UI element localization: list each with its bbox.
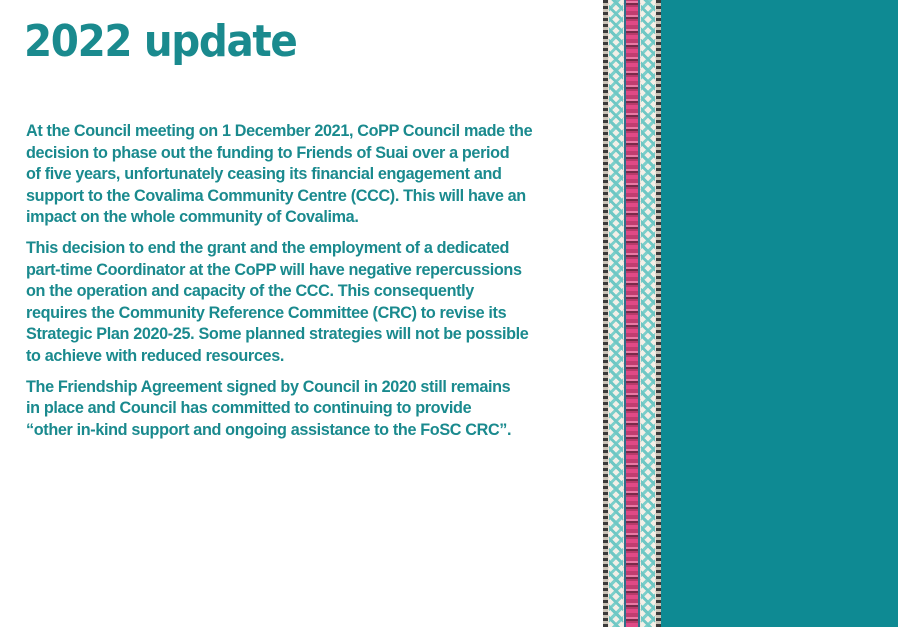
weave-center-pattern [624, 0, 640, 627]
weave-side-pattern-right [641, 0, 655, 627]
paragraph-council-decision: At the Council meeting on 1 December 2021, CoPP Council made the decision to phase out the funding to Friends of Suai over a period of five years, unfortunately ceasing its financial engagement and support to the Covalima Community Centre (CCC). This will have an impact on the whole community of Covalima. [26, 122, 533, 227]
paragraph-repercussions: This decision to end the grant and the employment of a dedicated part-time Coordinator at the CoPP will have negative repercussions on the operation and capacity of the CCC. This consequently requires the Community Reference Committee (CRC) to revise its Strategic Plan 2020-25. Some planned strategies will not be possible to achieve with reduced resources. [26, 238, 529, 365]
teal-side-panel [661, 0, 898, 627]
page-title: 2022 update [24, 16, 297, 67]
weave-side-pattern-left [609, 0, 623, 627]
body-text [26, 121, 566, 450]
paragraph-friendship-agreement: The Friendship Agreement signed by Council in 2020 still remains in place and Council has committed to continuing to provide “other in-kind support and ongoing assistance to the FoSC CRC”. [26, 377, 512, 439]
woven-tais-strip [603, 0, 661, 627]
weave-edge-left [603, 0, 608, 627]
